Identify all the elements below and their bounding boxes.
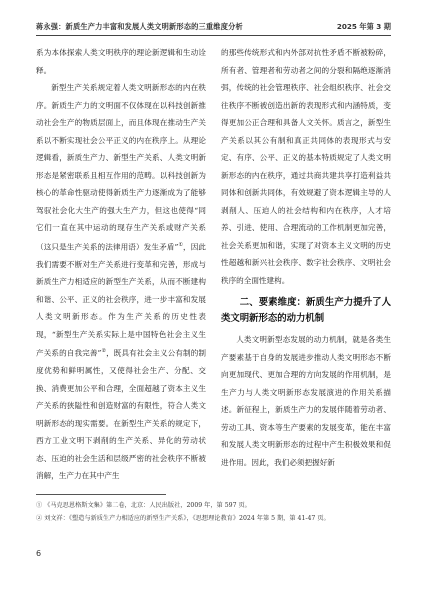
footnote-rule [36, 494, 166, 495]
right-column [221, 44, 391, 471]
footnote-ref-2[interactable]: ② [101, 348, 107, 355]
section-heading: 二、要素维度：新质生产力提升了人类文明新形态的动力机制 [221, 297, 391, 324]
paragraph-dynamics: 人类文明新型态发展的动力机制，就是各类生产要素基于自身的发展进步推动人类文明形态不断向更加现代、更加合理的方向发展的作用机制，是生产力与人类文明新形态发展演进的作用关系描述。新征程上，新质生产力的发展伴随着劳动者、劳动工具、资本等生产要素的发展变革，能在丰富和发展人类文明新形态的过程中产生积极效果和促进作用。因此，我们必须把握好新 [221, 335, 391, 467]
running-title: 蒋永强：新质生产力丰富和发展人类文明新形态的三重维度分析 [36, 22, 243, 31]
paragraph-production-relations [36, 79, 206, 485]
page-number: 6 [36, 549, 42, 558]
paragraph-continuation: 系为本体探索人类文明秩序的理论新逻辑和生动诠释。 [36, 48, 206, 75]
footnote-ref-1[interactable]: ① [178, 241, 184, 248]
paragraph-text-tail: ，因此我们需要不断对生产关系进行变革和完善，形成与新质生产力相适应的新型生产关系，从而不断建构和谐、公平、正义的社会秩序，进一步丰富和发展人类文明新形态。作为生产关系的历史性表现，“新型生产关系实际上是中国特色社会主义生产关系的自我完善” [36, 242, 207, 358]
paragraph-text: 新型生产关系规定着人类文明新形态的内在秩序。新质生产力的文明面不仅体现在以科技创新推动社会生产的物质层面上，而且体现在推动生产关系以不断实现社会公平正义的内在秩序上。从理论逻辑看，新质生产力、新型生产关系、人类文明新形态是紧密联系且相互作用的范畴。以科技创新为核心的革命性驱动使得新质生产力逐渐成为了能够驾驭社会化大生产的强大生产力，但这也使得“同它们一直在其中运动的现存生产关系或财产关系（这只是生产关系的法律用语）发生矛盾” [36, 83, 206, 252]
issue-label: 2025 年第 3 期 [336, 22, 391, 31]
paragraph-continuation-right: 的那些传统形式和内外部对抗性矛盾不断被粉碎，所有者、管理者和劳动者之间的分裂和隔绝逐渐消弭，传统的社会管理秩序、社会组织秩序、社会交往秩序不断被创造出新的表现形式和内涵特质，变得更加公正合理和具备人文关怀。质言之，新型生产关系以其公有制和真正共同体的表现形式与安定、有序、公平、正义的基本特质规定了人类文明新形态的内在秩序，通过共商共建共享打造利益共同体和创新共同体，有效规避了资本逻辑主导的人剥削人、压迫人的社会结构和内在秩序，人才培养、引进、使用、合理流动的工作机制更加完善，社会关系更加和谐，实现了对资本主义文明的历史性超越和新兴社会秩序、数字社会秩序、文明社会秩序的全面性建构。 [221, 48, 391, 285]
left-column [36, 44, 206, 485]
footnote-1: ① 《马克思恩格斯文集》第二卷，北京：人民出版社，2009 年，第 597 页。 [36, 502, 251, 509]
running-header [36, 14, 391, 32]
footnote-2: ② 刘文祥：《塑造与新质生产力相适应的新型生产关系》，《思想理论教育》2024 年第 5 期，第 41-47 页。 [36, 515, 330, 522]
header-rule [36, 35, 391, 36]
footnotes [36, 499, 391, 525]
paragraph-text-tail2: ，既具有社会主义公有制的制度优势和鲜明属性，又使得社会生产、分配、交换、消费更加公平和合理，全面超越了资本主义生产关系的狭隘性和创造财富的有限性，符合人类文明新形态的现实需要。在新型生产关系的规定下，西方工业文明下剥削的生产关系、异化的劳动状态、压迫的社会生活和层级严密的社会秩序不断被消解，生产力在其中产生 [36, 348, 207, 481]
